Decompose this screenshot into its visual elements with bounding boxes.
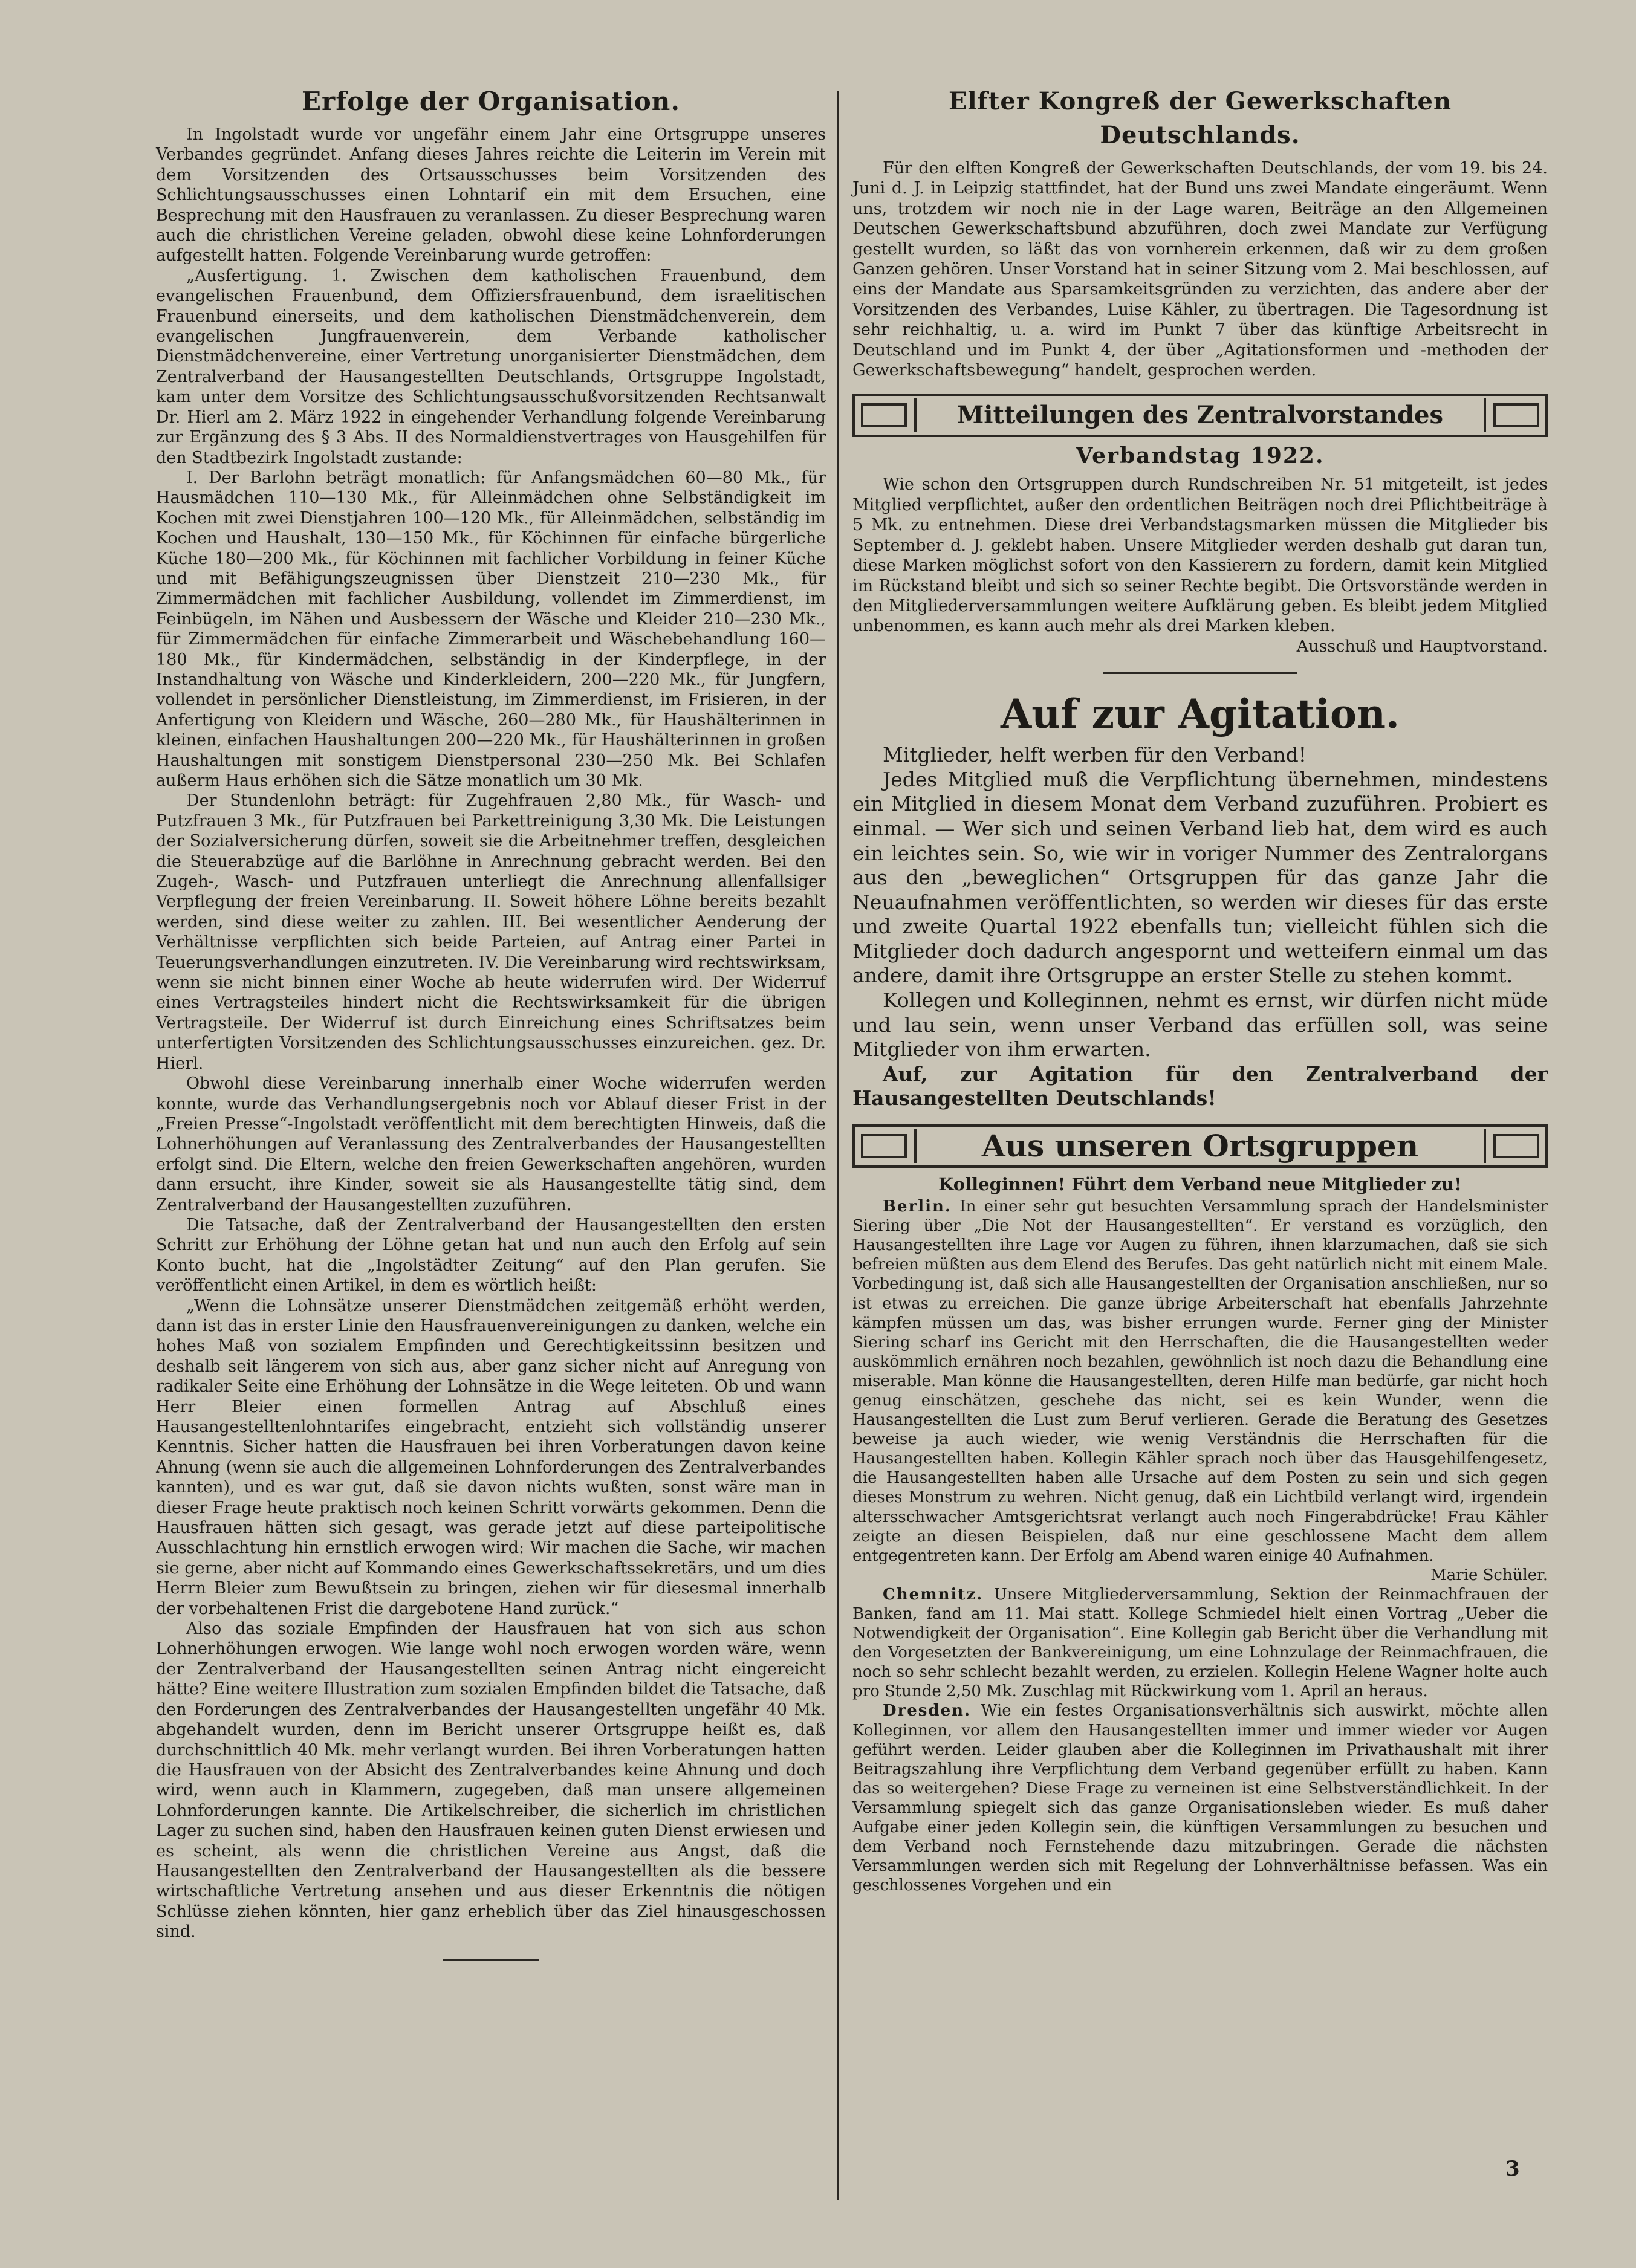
verbandstag-title: Verbandstag 1922. <box>1076 443 1325 469</box>
paragraph: Der Stundenlohn beträgt: für Zugehfrauen 2,80 Mk., für Wasch- und Putzfrauen 3 Mk., für Putzfrauen bei Parkettreinigung 3,30 Mk. Die Leistungen der Sozialversicherung dürfen, soweit sie die Arbeitnehmer treffen, desgleichen die Steuerabzüge auf die Barlöhne in Anrechnung gebracht werden. Bei den Zugeh-, Wasch- und Putzfrauen unterliegt die Anrechnung allenfallsiger Verpflegung der freien Vereinbarung. II. Soweit höhere Löhne bereits bezahlt werden, sind diese weiter zu zahlen. III. Bei wesentlicher Aenderung der Verhältnisse verpflichten sich beide Parteien, auf Antrag einer Partei in Teuerungsverhandlungen einzutreten. IV. Die Vereinbarung wird rechtswirksam, wenn sie nicht binnen einer Woche ab heute widerrufen wird. Der Widerruf eines Vertragsteiles hindert nicht die Rechtswirksamkeit für die übrigen Vertragsteile. Der Widerruf ist durch Einreichung eines Schriftsatzes beim unterfertigten Vorsitzenden des Schlichtungsausschusses einzureichen. gez. Dr. Hierl. <box>156 791 826 1073</box>
paragraph: Also das soziale Empfinden der Hausfrauen hat von sich aus schon Lohnerhöhungen erwogen. Wie lange wohl noch erwogen worden wäre, wenn der Zentralverband der Hausangestellten seinen Antrag nicht eingereicht hätte? Eine weitere Illustration zum sozialen Empfinden bildet die Tatsache, daß den Forderungen des Zentralverbandes der Hausangestellten ungefähr 40 Mk. abgehandelt wurden, denn im Bericht unserer Ortsgruppe heißt es, daß durchschnittlich 40 Mk. mehr verlangt wurden. Bei ihren Vorberatungen hatten die Hausfrauen von der Absicht des Zentralverbandes keine Ahnung und doch wird, wenn auch in Klammern, zugegeben, daß man unsere allgemeinen Lohnforderungen kannte. Die Artikelschreiber, die sicherlich im christlichen Lager zu suchen sind, haben den Hausfrauen keinen guten Dienst erwiesen und es scheint, als wenn die christlichen Vereine aus Angst, daß die Hausangestellten den Zentralverband der Hausangestellten als die bessere wirtschaftliche Vertretung ansehen und aus dieser Erkenntnis die nötigen Schlüsse ziehen könnten, hier ganz erheblich über das Ziel hinausgeschossen sind. <box>156 1619 826 1942</box>
section-header-label: Aus unseren Ortsgruppen <box>914 1129 1486 1163</box>
section-header-mitteilungen <box>852 394 1548 437</box>
signature: Ausschuß und Hauptvorstand. <box>1296 637 1548 656</box>
report-text: In einer sehr gut besuchten Versammlung sprach der Handelsminister Siering über „Die Not der Hausangestellten“. Er verstand es vorzüglich, den Hausangestellten ihre Lage vor Augen zu führen, ihnen klarzumachen, daß sie sich befreien müßten aus dem Elend des Berufes. Das geht natürlich nicht mit einem Male. Vorbedingung ist, daß sich alle Hausangestellten der Organisation anschließen, nur so ist etwas zu erreichen. Die ganze übrige Arbeiterschaft hat ebenfalls Jahrzehnte kämpfen müssen um das, was bisher errungen wurde. Ferner ging der Minister Siering scharf ins Gericht mit den Herrschaften, die die Hausangestellten weder auskömmlich ernähren noch bezahlen, gewöhnlich ist noch dazu die Behandlung eine miserable. Man könne die Hausangestellten, deren Hilfe man bedürfe, gar nicht hoch genug einschätzen, geschehe das nicht, sei es kein Wunder, wenn die Hausangestellten die Lust zum Beruf verlieren. Gerade die Beratung des Gesetzes beweise ja auch wieder, wie wenig Verständnis die Herrschaften für die Hausangestellten haben. Kollegin Kähler sprach noch über das Hausgehilfengesetz, die Hausangestellten haben alle Ursache auf dem Posten zu sein und sich gegen dieses Monstrum zu wehren. Nicht genug, daß ein Lichtbild verlangt wird, irgendein altersschwacher Amtsgerichtsrat verlangt auch noch Fingerabdrücke! Frau Kähler zeigte an diesen Beispielen, daß nur eine geschlossene Macht dem allem entgegentreten kann. Der Erfolg am Abend waren einige 40 Aufnahmen. <box>852 1197 1548 1565</box>
ortsgruppen-reports <box>852 1197 1548 1895</box>
paragraph: „Ausfertigung. 1. Zwischen dem katholischen Frauenbund, dem evangelischen Frauenbund, dem Offiziersfrauenbund, dem israelitischen Frauenbund einerseits, und dem katholischen Dienstmädchenverein, dem evangelischen Jungfrauenverein, dem Verbande katholischer Dienstmädchenvereine, einer Vertretung unorganisierter Dienstmädchen, dem Zentralverband der Hausangestellten Deutschlands, Ortsgruppe Ingolstadt, kam unter dem Vorsitze des Schlichtungsausschußvorsitzenden Rechtsanwalt Dr. Hierl am 2. März 1922 in eingehender Verhandlung folgende Vereinbarung zur Ergänzung des § 3 Abs. II des Normaldienstvertrages von Hausgehilfen für den Stadtbezirk Ingolstadt zustande: <box>156 266 826 467</box>
left-column <box>156 85 826 1978</box>
report-berlin <box>852 1197 1548 1566</box>
paragraph: I. Der Barlohn beträgt monatlich: für Anfangsmädchen 60—80 Mk., für Hausmädchen 110—130 Mk., für Alleinmädchen ohne Selbständigkeit im Kochen mit zwei Dienstjahren 100—120 Mk., für Alleinmädchen, selbständig im Kochen und Haushalt, 130—150 Mk., für Köchinnen für einfache bürgerliche Küche 180—200 Mk., für Köchinnen mit fachlicher Vorbildung in feiner Küche und mit Befähigungszeugnissen über Dienstzeit 210—230 Mk., für Zimmermädchen mit fachlicher Ausbildung, vollendet im Zimmerdienst, im Feinbügeln, im Nähen und Ausbessern der Wäsche und Kleider 210—230 Mk., für Zimmermädchen für einfache Zimmerarbeit und Wäschebehandlung 160—180 Mk., für Kindermädchen, selbständig in der Kinderpflege, in der Instandhaltung von Wäsche und Kinderkleidern, 200—220 Mk., für Jungfern, vollendet in persönlicher Dienstleistung, im Zimmerdienst, im Frisieren, in der Anfertigung von Kleidern und Wäsche, 260—280 Mk., für Haushälterinnen in kleinen, einfachen Haushaltungen 200—220 Mk., für Haushälterinnen in großen Haushaltungen mit sonstigem Dienstpersonal 230—250 Mk. Bei Schlafen außerm Haus erhöhen sich die Sätze monatlich um 30 Mk. <box>156 468 826 790</box>
article-title-kongress: Elfter Kongreß der Gewerkschaften Deutschlands. <box>948 87 1452 149</box>
agitation-text <box>852 743 1548 1111</box>
signature: Marie Schüler. <box>1430 1566 1548 1584</box>
report-dresden <box>852 1701 1548 1895</box>
paragraph: Kollegen und Kolleginnen, nehmt es ernst, wir dürfen nicht müde und lau sein, wenn unser Verband das erfüllen soll, was seine Mitglieder von ihm erwarten. <box>852 988 1548 1061</box>
right-column <box>852 85 1548 1895</box>
ornament-box <box>861 403 907 427</box>
divider-rule <box>1103 672 1297 674</box>
quote-paragraph: „Wenn die Lohnsätze unserer Dienstmädchen zeitgemäß erhöht werden, dann ist das in erster Linie den Hausfrauenvereinigungen zu danken, welche ein hohes Maß von sozialem Empfinden und Gerechtigkeitssinn besitzen und deshalb seit längerem von sich aus, aber ganz sicher nicht auf Anregung von radikaler Seite eine Erhöhung der Lohnsätze in die Wege leiteten. Ob und wann Herr Bleier einen formellen Antrag auf Abschluß eines Hausangestelltenlohntarifes eingebracht, entzieht sich vollständig unserer Kenntnis. Sicher hatten die Hausfrauen bei ihren Vorberatungen davon keine Ahnung (wenn sie auch die allgemeinen Lohnforderungen des Zentralverbandes kannten), und es war gut, daß sie davon nichts wußten, sonst wäre man in dieser Frage heute praktisch noch keinen Schritt vorwärts gekommen. Denn die Hausfrauen hätten sich gesagt, was gerade jetzt auf diese parteipolitische Ausschlachtung hin ernstlich erwogen wird: Wir machen die Sache, wir machen sie gerne, aber nicht auf Kommando eines Gewerkschaftssekretärs, und um dies Herrn Bleier zum Bewußtsein zu bringen, ziehen wir für diesesmal innerhalb der vorbehaltenen Frist die dargebotene Hand zurück.“ <box>156 1296 826 1618</box>
place-name: Dresden. <box>883 1702 972 1720</box>
report-chemnitz <box>852 1585 1548 1702</box>
kolleginnen-slogan: Kolleginnen! Führt dem Verband neue Mitglieder zu! <box>938 1174 1462 1195</box>
report-text: Wie ein festes Organisationsverhältnis sich auswirkt, möchte allen Kolleginnen, vor allem den Hausangestellten immer und immer wieder vor Augen geführt werden. Leider glauben aber die Kolleginnen im Privathaushalt mit ihrer Beitragszahlung ihre Verpflichtung dem Verband gegenüber erfüllt zu haben. Kann das so weitergehen? Diese Frage zu verneinen ist eine Selbstverständlichkeit. In der Versammlung spiegelt sich das ganze Organisationsleben wieder. Es muß daher Aufgabe einer jeden Kollegin sein, die künftigen Versammlungen zu besuchen und dem Verband noch Fernstehende dazu mitzubringen. Gerade die nächsten Versammlungen werden sich mit Regelung der Lohnverhältnisse befassen. Was ein geschlossenes Vorgehen und ein <box>852 1702 1548 1895</box>
article-title-erfolge: Erfolge der Organisation. <box>302 86 680 116</box>
paragraph: Mitglieder, helft werben für den Verband! <box>883 743 1307 767</box>
page-number: 3 <box>1505 2157 1520 2181</box>
paragraph: Für den elften Kongreß der Gewerkschaften Deutschlands, der vom 19. bis 24. Juni d. J. in Leipzig stattfindet, hat der Bund uns zwei Mandate eingeräumt. Wenn uns, trotzdem wir noch nie in der Lage waren, Beiträge an den Allgemeinen Deutschen Gewerkschaftsbund abzuführen, doch zwei Mandate zur Verfügung gestellt wurden, so läßt das von vornherein erkennen, daß wir zu dem großen Ganzen gehören. Unser Vorstand hat in seiner Sitzung vom 2. Mai beschlossen, auf eins der Mandate aus Sparsamkeitsgründen zu verzichten, das andere aber der Vorsitzenden des Verbandes, Luise Kähler, zu übertragen. Die Tagesordnung ist sehr reichhaltig, u. a. wird im Punkt 7 über das künftige Arbeitsrecht in Deutschland und im Punkt 4, der über „Agitationsformen und -methoden der Gewerkschaftsbewegung“ handelt, gesprochen werden. <box>852 159 1548 380</box>
end-rule <box>443 1959 539 1961</box>
paragraph: Jedes Mitglied muß die Verpflichtung übernehmen, mindestens ein Mitglied in diesem Monat dem Verband zuzuführen. Probiert es einmal. — Wer sich und seinen Verband lieb hat, dem wird es auch ein leichtes sein. So, wie wir in voriger Nummer des Zentralorgans aus den „beweglichen“ Ortsgruppen für das ganze Jahr die Neuaufnahmen veröffentlichten, so werden wir dieses für das erste und zweite Quartal 1922 ebenfalls tun; vielleicht fühlen sich die Mitglieder doch dadurch angespornt und wetteifern einmal um das andere, damit ihre Ortsgruppe an erster Stelle zu stehen kommt. <box>852 767 1548 988</box>
place-name: Berlin. <box>883 1197 952 1216</box>
paragraph: In Ingolstadt wurde vor ungefähr einem Jahr eine Ortsgruppe unseres Verbandes gegründet. Anfang dieses Jahres reichte die Leiterin im Verein mit dem Vorsitzenden des Ortsausschusses beim Vorsitzenden des Schlichtungsausschusses einen Lohntarif ein mit dem Ersuchen, eine Besprechung mit den Hausfrauen zu veranlassen. Zu dieser Besprechung waren auch die christlichen Vereine geladen, obwohl diese keine Lohnforderungen aufgestellt hatten. Folgende Vereinbarung wurde getroffen: <box>156 125 826 265</box>
ornament-box <box>1493 1134 1539 1158</box>
column-divider <box>837 91 839 2200</box>
agitation-title: Auf zur Agitation. <box>1001 690 1400 738</box>
paragraph: Die Tatsache, daß der Zentralverband der Hausangestellten den ersten Schritt zur Erhöhung der Löhne getan hat und nun auch den Erfolg auf sein Konto bucht, hat die „Ingolstädter Zeitung“ auf den Plan gerufen. Sie veröffentlicht einen Artikel, in dem es wörtlich heißt: <box>156 1215 826 1295</box>
place-name: Chemnitz. <box>883 1585 984 1604</box>
report-text: Unsere Mitgliederversammlung, Sektion der Reinmachfrauen der Banken, fand am 11. Mai statt. Kollege Schmiedel hielt einen Vortrag „Ueber die Notwendigkeit der Organisation“. Eine Kollegin gab Bericht über die Verhandlung mit den Vorgesetzten der Bankvereinigung, um eine Lohnzulage der Reinmachfrauen, die noch so sehr schlecht bezahlt werden, zu erzielen. Kollegin Helene Wagner holte auch pro Stunde 2,50 Mk. Zuschlag mit Rückwirkung vom 1. April an heraus. <box>852 1585 1548 1701</box>
paragraph: Obwohl diese Vereinbarung innerhalb einer Woche widerrufen werden konnte, wurde das Verhandlungsergebnis noch vor Ablauf dieser Frist in der „Freien Presse“-Ingolstadt veröffentlicht mit dem berechtigten Hinweis, daß die Lohnerhöhungen auf Veranlassung des Zentralverbandes der Hausangestellten erfolgt sind. Die Eltern, welche den freien Gewerkschaften angehören, wurden dann ersucht, ihre Kinder, soweit sie als Hausangestellte tätig sind, dem Zentralverband der Hausangestellten zuzuführen. <box>156 1074 826 1214</box>
section-header-label: Mitteilungen des Zentralvorstandes <box>914 398 1486 432</box>
paragraph: Auf, zur Agitation für den Zentralverband der Hausangestellten Deutschlands! <box>852 1061 1548 1110</box>
ornament-box <box>861 1134 907 1158</box>
ornament-box <box>1493 403 1539 427</box>
section-header-ortsgruppen <box>852 1124 1548 1168</box>
paragraph: Wie schon den Ortsgruppen durch Rundschreiben Nr. 51 mitgeteilt, ist jedes Mitglied verpflichtet, außer den ordentlichen Beiträgen noch drei Pflichtbeiträge à 5 Mk. zu entnehmen. Diese drei Verbandstagsmarken müssen die Mitglieder bis September d. J. geklebt haben. Unsere Mitglieder werden deshalb gut daran tun, diese Marken möglichst sofort von den Kassierern zu fordern, damit kein Mitglied im Rückstand bleibt und sich so seiner Rechte begibt. Die Ortsvorstände werden in den Mitgliederversammlungen weitere Aufklärung geben. Es bleibt jedem Mitglied unbenommen, es kann auch mehr als drei Marken kleben. <box>852 475 1548 636</box>
